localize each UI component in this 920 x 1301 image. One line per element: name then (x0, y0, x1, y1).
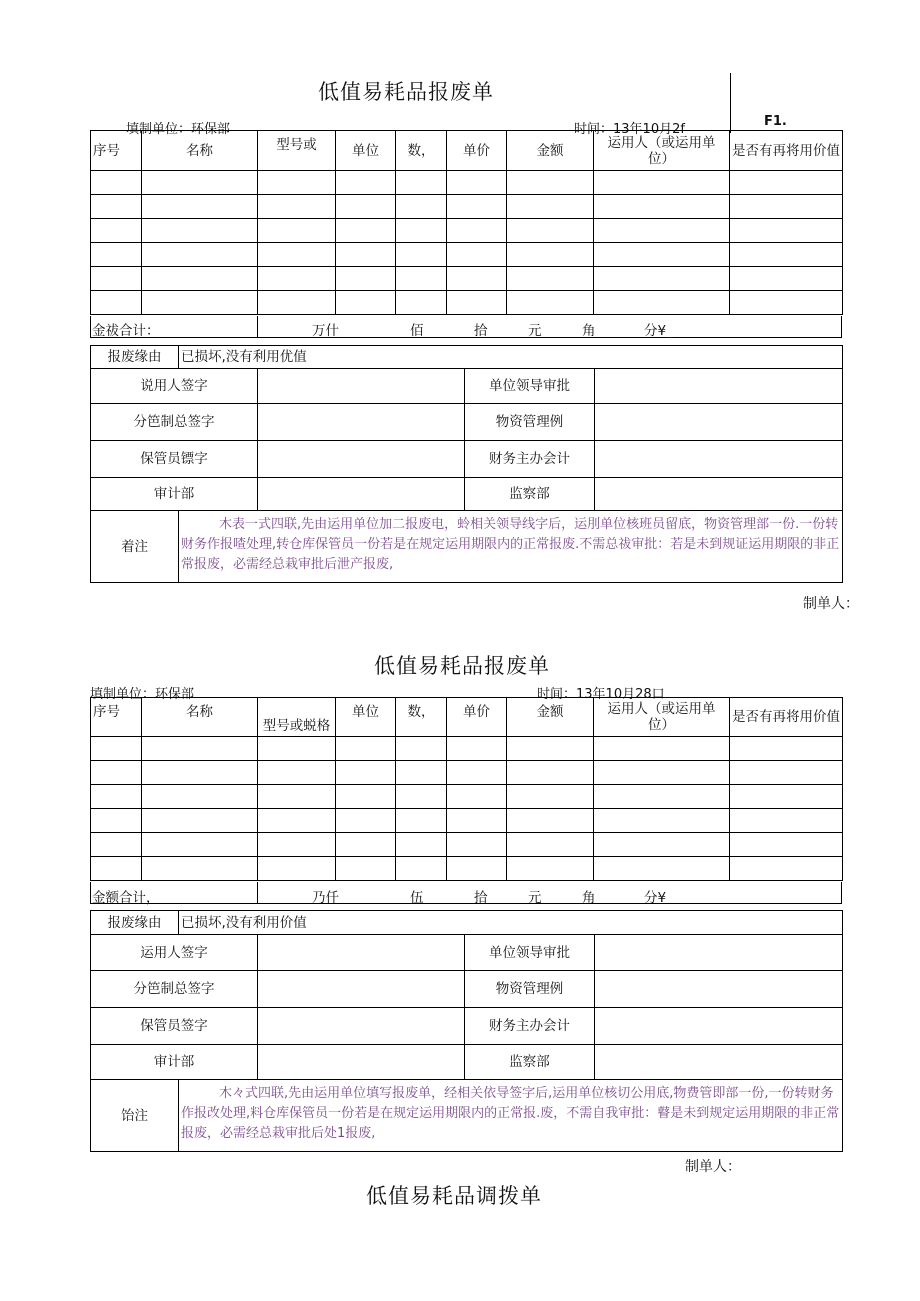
form2-maker-label: 制单人： (685, 1159, 741, 1175)
form2-header-unit: 单位 (336, 698, 396, 737)
form2-sig-manager-field[interactable] (258, 971, 465, 1008)
form2-header-amount: 金额 (507, 698, 594, 737)
form1-maker-label: 制单人： (803, 596, 859, 612)
form1-sig-material-label: 物资管理例 (465, 404, 595, 441)
table-row (91, 737, 843, 761)
form1-sig-keeper-field[interactable] (258, 441, 465, 478)
form1-sig-manager-field[interactable] (258, 404, 465, 441)
form2-reason-value: 已损坏,没有利用价值 (179, 911, 843, 935)
table-row (91, 267, 843, 291)
form1-sig-finance-label: 财务主办会计 (465, 441, 595, 478)
form1-totals-unit-bai: 佰 (410, 323, 424, 339)
form1-header-amount: 金额 (507, 131, 594, 171)
form2-sig-keeper-label: 保管员签字 (91, 1008, 258, 1045)
form2-approval-table (90, 910, 843, 1152)
form2-note-label: 饴注 (91, 1080, 179, 1152)
form2-sig-user-field[interactable] (258, 935, 465, 971)
form2-totals-label: 金额合计， (92, 890, 160, 906)
table-row (91, 785, 843, 809)
form1-header-name: 名称 (142, 131, 258, 171)
form1-reason-label: 报废缘由 (91, 346, 179, 369)
form1-sig-leader-label: 单位领导审批 (465, 369, 595, 404)
form2-sig-audit-label: 审计部 (91, 1045, 258, 1080)
form1-unit-label: 填制单位：环保部 (126, 122, 231, 137)
form1-totals-unit-shi: 拾 (474, 323, 488, 339)
form2-header-price: 单价 (447, 698, 507, 737)
form2-reason-label: 报废缘由 (91, 911, 179, 935)
form1-corner-mark: F1. (764, 114, 787, 129)
form2-totals-row (90, 882, 842, 904)
form2-sig-material-label: 物资管理例 (465, 971, 595, 1008)
form1-header-reuse: 是否有再将用价值 (730, 131, 843, 171)
form1-approval-table (90, 345, 843, 583)
table-row (91, 291, 843, 315)
form2-totals-unit-bai: 伍 (410, 890, 424, 906)
form2-sig-leader-label: 单位领导审批 (465, 935, 595, 971)
form2-sig-user-label: 运用人签字 (91, 935, 258, 971)
table-row (91, 809, 843, 833)
form1-title: 低值易耗品报废单 (318, 80, 494, 104)
form2-header-model: 型号或蜕格 (258, 698, 336, 737)
form1-sig-audit-field[interactable] (258, 478, 465, 511)
form2-totals-unit-shi: 拾 (474, 890, 488, 906)
form2-header-name: 名称 (142, 698, 258, 737)
form2-header-reuse: 是否有再将用价值 (730, 698, 843, 737)
table-row (91, 219, 843, 243)
form1-sig-keeper-label: 保管员镖字 (91, 441, 258, 478)
form1-sig-manager-label: 分笆制总签字 (91, 404, 258, 441)
form1-sig-leader-field[interactable] (595, 369, 843, 404)
form1-totals-row (90, 316, 842, 338)
form3-title: 低值易耗品调拨单 (366, 1184, 542, 1208)
form1-totals-unit-jiao: 角 (582, 323, 596, 339)
table-row (91, 857, 843, 881)
form2-totals-unit-yuan: 元 (528, 890, 542, 906)
form2-sig-manager-label: 分笆制总签字 (91, 971, 258, 1008)
form2-sig-supervision-label: 监察部 (465, 1045, 595, 1080)
form1-totals-unit-wan: 万什 (312, 323, 339, 339)
form2-header-user: 运用人（或运用单位） (594, 698, 730, 737)
form2-note-body: 木々式四联,先由运用单位填写报废单，经相关依导签字后,运用单位核切公用底,物费管即部一份,一份转财务作报改处理,料仓库保管员一份若是在规定运用期限内的正常报.废，不需自我审批：瞽是未到规定运用期限的非正常报废，必需经总栽审批后处1报废, (181, 1086, 840, 1141)
form1-date-label: 时间：13年10月2f (574, 122, 685, 137)
form1-totals-divider (257, 316, 258, 338)
form2-sig-leader-field[interactable] (595, 935, 843, 971)
form2-sig-finance-label: 财务主办会计 (465, 1008, 595, 1045)
form1-sig-audit-label: 审计部 (91, 478, 258, 511)
form2-sig-finance-field[interactable] (595, 1008, 843, 1045)
table-row (91, 243, 843, 267)
form1-sig-user-field[interactable] (258, 369, 465, 404)
table-row (91, 171, 843, 195)
form1-header-qty: 数， (396, 131, 447, 171)
form1-totals-unit-yuan: 元 (528, 323, 542, 339)
form2-sig-supervision-field[interactable] (595, 1045, 843, 1080)
form2-totals-divider (257, 882, 258, 904)
form2-sig-audit-field[interactable] (258, 1045, 465, 1080)
form1-totals-unit-fen: 分¥_ (644, 323, 673, 339)
form2-header-qty: 数， (396, 698, 447, 737)
table-row (91, 833, 843, 857)
form2-unit-label: 填制单位：环保部 (90, 687, 195, 702)
form1-header-seq: 序号 (91, 131, 142, 171)
table-row (91, 195, 843, 219)
form1-sig-supervision-label: 监察部 (465, 478, 595, 511)
form1-item-table (90, 130, 843, 315)
form2-totals-unit-fen: 分¥ (644, 890, 667, 906)
form2-totals-unit-jiao: 角 (582, 890, 596, 906)
form2-item-table (90, 697, 843, 881)
form1-sig-user-label: 说用人签字 (91, 369, 258, 404)
form1-totals-label: 金祓合计： (92, 323, 160, 339)
form1-header-unit: 单位 (336, 131, 396, 171)
form1-header-price: 单价 (447, 131, 507, 171)
form1-sig-finance-field[interactable] (595, 441, 843, 478)
form2-header-seq: 序号 (91, 698, 142, 737)
form1-header-model: 型号或 (258, 131, 336, 171)
form2-totals-unit-wan: 乃仟 (312, 890, 339, 906)
form2-sig-keeper-field[interactable] (258, 1008, 465, 1045)
form1-sig-supervision-field[interactable] (595, 478, 843, 511)
form2-title: 低值易耗品报废单 (374, 654, 550, 678)
form1-header-user: 运用人（或运用单位） (594, 131, 730, 171)
form1-note-label: 着注 (91, 511, 179, 583)
form2-date-label: 时间：13年10月28口 (537, 687, 665, 702)
form2-sig-material-field[interactable] (595, 971, 843, 1008)
form1-note-text (179, 511, 843, 583)
form2-note-text (179, 1080, 843, 1152)
form1-corner-divider (730, 73, 731, 133)
table-row (91, 761, 843, 785)
form1-note-body: 木表一式四联,先由运用单位加二报废电，蛉相关领导线字后，运刖单位核班员留底，物资管理部一份.一份转财务作报喳处理,转仓库保管员一份若是在规定运用期限内的正常报废.不需总祓审批：若是未到规证运用期限的非正常报废，必需经总栽审批后泄产报废, (181, 517, 840, 572)
form1-sig-material-field[interactable] (595, 404, 843, 441)
form1-reason-value: 已损坏,没有利用优值 (179, 346, 843, 369)
